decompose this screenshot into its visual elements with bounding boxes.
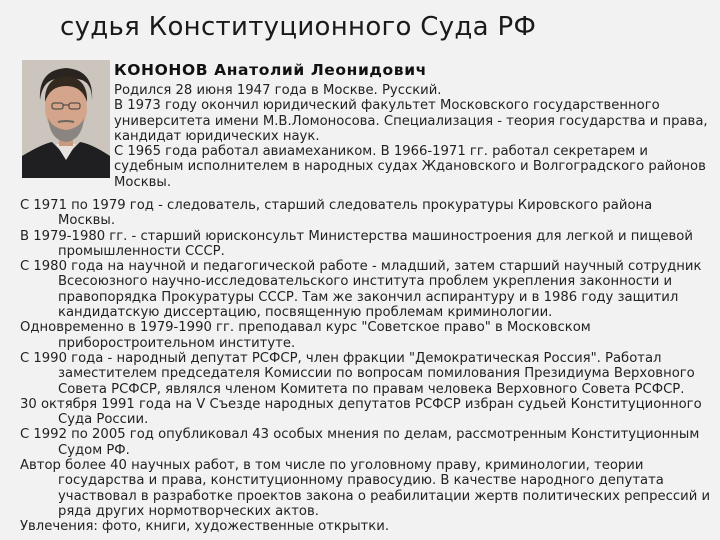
bio-intro-paragraph: С 1965 года работал авиамехаником. В 1966-1971 гг. работал секретарем и судебным исполнителем в народных судах Ждановского и Волгоградского районов Москвы. (114, 144, 706, 190)
bio-body (20, 198, 712, 535)
bio-paragraph: С 1980 года на научной и педагогической работе - младший, затем старший научный сотрудник Всесоюзного научно-исследовательского института проблем укрепления законности и правопорядка Прокуратуры СССР. Там же закончил аспирантуру и в 1986 году защитил кандидатскую диссертацию, посвященную проблемам криминологии. (20, 259, 702, 321)
bio-paragraph: Автор более 40 научных работ, в том числе по уголовному праву, криминологии, теории государства и права, конституционному правосудию. В качестве народного депутата участвовал в разработке проектов закона о реабилитации жертв политических репрессий и ряда других нормотворческих актов. (20, 458, 711, 519)
bio-intro (114, 83, 714, 190)
bio-paragraph: В 1979-1980 гг. - старший юрисконсульт Министерства машиностроения для легкой и пищевой промышленности СССР. (20, 228, 693, 259)
bio-paragraph: С 1992 по 2005 год опубликовал 43 особых мнения по делам, рассмотренным Конституционным Судом РФ. (20, 427, 700, 458)
bio-paragraph: С 1971 по 1979 год - следователь, старший следователь прокуратуры Кировского района Москвы. (20, 198, 653, 229)
bio-paragraph: С 1990 года - народный депутат РСФСР, член фракции "Демократическая Россия". Работал заместителем председателя Комиссии по вопросам помилования Президиума Верховного Совета РСФСР, являлся членом Комитета по правам человека Верховного Совета РСФСР. (20, 350, 695, 397)
bio-intro-paragraph: Родился 28 июня 1947 года в Москве. Русский. (114, 83, 442, 98)
page-title: судья Конституционного Суда РФ (60, 12, 537, 42)
portrait-photo (22, 60, 110, 178)
person-name: КОНОНОВ Анатолий Леонидович (114, 61, 427, 79)
bio-paragraph: Увлечения: фото, книги, художественные открытки. (20, 519, 390, 535)
bio-intro-paragraph: В 1973 году окончил юридический факультет Московского государственного университета имени М.В.Ломоносова. Специализация - теория государства и права, кандидат юридических наук. (114, 98, 708, 144)
bio-paragraph: 30 октября 1991 года на V Съезде народных депутатов РСФСР избран судьей Конституционного Суда России. (20, 396, 702, 428)
bio-paragraph: Одновременно в 1979-1990 гг. преподавал курс "Советское право" в Московском приборостроительном институте. (20, 320, 591, 351)
